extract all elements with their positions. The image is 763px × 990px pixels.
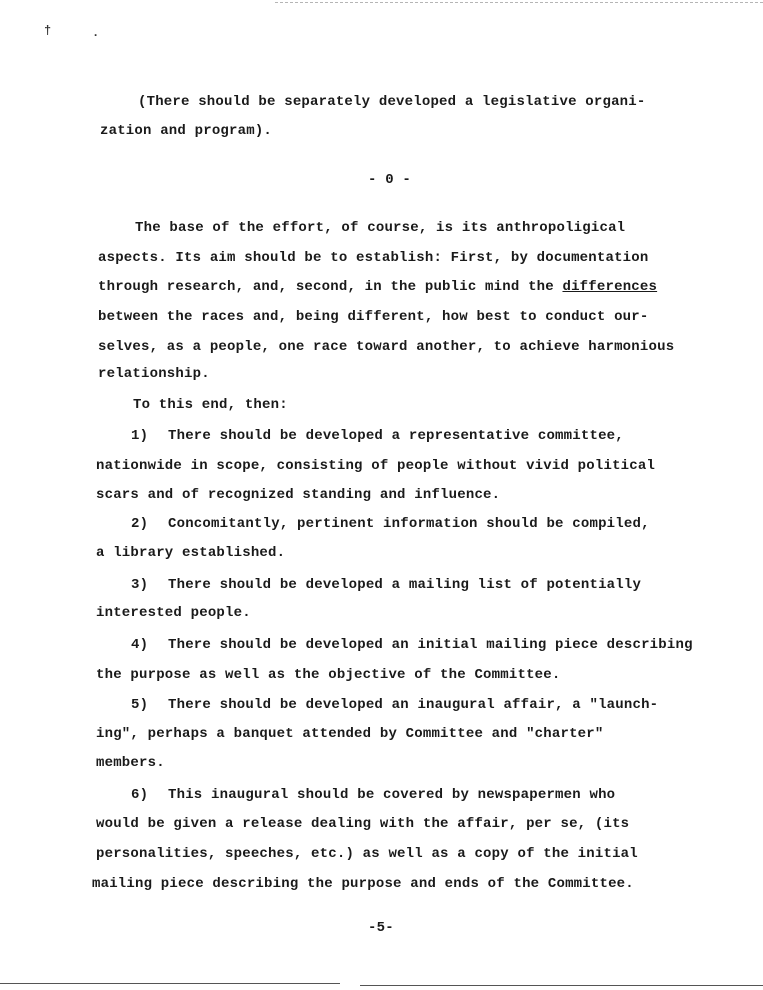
top-edge-rule — [275, 2, 763, 3]
item-line: mailing piece describing the purpose and ends of the Committee. — [92, 876, 634, 892]
intro-line-3 — [98, 279, 657, 295]
item-line: There should be developed an initial mailing piece describing — [168, 637, 693, 653]
underlined-differences: differences — [562, 279, 658, 295]
item-number: 6) — [131, 787, 149, 803]
intro-line-2: aspects. Its aim should be to establish: First, by documentation — [98, 250, 649, 266]
section-separator: - 0 - — [368, 172, 412, 188]
page-number: -5- — [368, 920, 394, 936]
item-line: There should be developed a mailing list of potentially — [168, 577, 642, 593]
item-number: 4) — [131, 637, 149, 653]
item-line: interested people. — [96, 605, 251, 621]
item-line: There should be developed an inaugural affair, a "launch- — [168, 697, 659, 713]
intro-line-1: The base of the effort, of course, is its anthropoligical — [135, 220, 626, 236]
item-line: ing", perhaps a banquet attended by Committee and "charter" — [96, 726, 604, 742]
item-number: 3) — [131, 577, 149, 593]
legislative-note-line-1: (There should be separately developed a legislative organi- — [138, 94, 646, 110]
item-line: would be given a release dealing with the affair, per se, (its — [96, 816, 630, 832]
bottom-edge-rule-right — [360, 985, 763, 986]
item-line: This inaugural should be covered by newspapermen who — [168, 787, 616, 803]
item-line: the purpose as well as the objective of the Committee. — [96, 667, 561, 683]
scan-speck-mark: † — [44, 24, 52, 38]
legislative-note-line-2: zation and program). — [100, 123, 273, 139]
item-line: a library established. — [96, 545, 286, 561]
item-number: 5) — [131, 697, 149, 713]
intro-line-4: between the races and, being different, how best to conduct our- — [98, 309, 649, 325]
item-line: nationwide in scope, consisting of people without vivid political — [96, 458, 656, 474]
intro-line-6: relationship. — [98, 366, 210, 382]
item-number: 2) — [131, 516, 149, 532]
scan-speck-dot: . — [92, 26, 100, 40]
to-this-end-heading: To this end, then: — [133, 397, 288, 413]
item-line: Concomitantly, pertinent information should be compiled, — [168, 516, 650, 532]
item-line: personalities, speeches, etc.) as well as a copy of the initial — [96, 846, 638, 862]
intro-line-5: selves, as a people, one race toward another, to achieve harmonious — [98, 339, 675, 355]
item-line: scars and of recognized standing and influence. — [96, 487, 501, 503]
item-line: There should be developed a representative committee, — [168, 428, 624, 444]
item-line: members. — [96, 755, 165, 771]
item-number: 1) — [131, 428, 149, 444]
bottom-edge-rule-left — [0, 983, 340, 984]
intro-line-3-text: through research, and, second, in the public mind the — [98, 279, 563, 295]
